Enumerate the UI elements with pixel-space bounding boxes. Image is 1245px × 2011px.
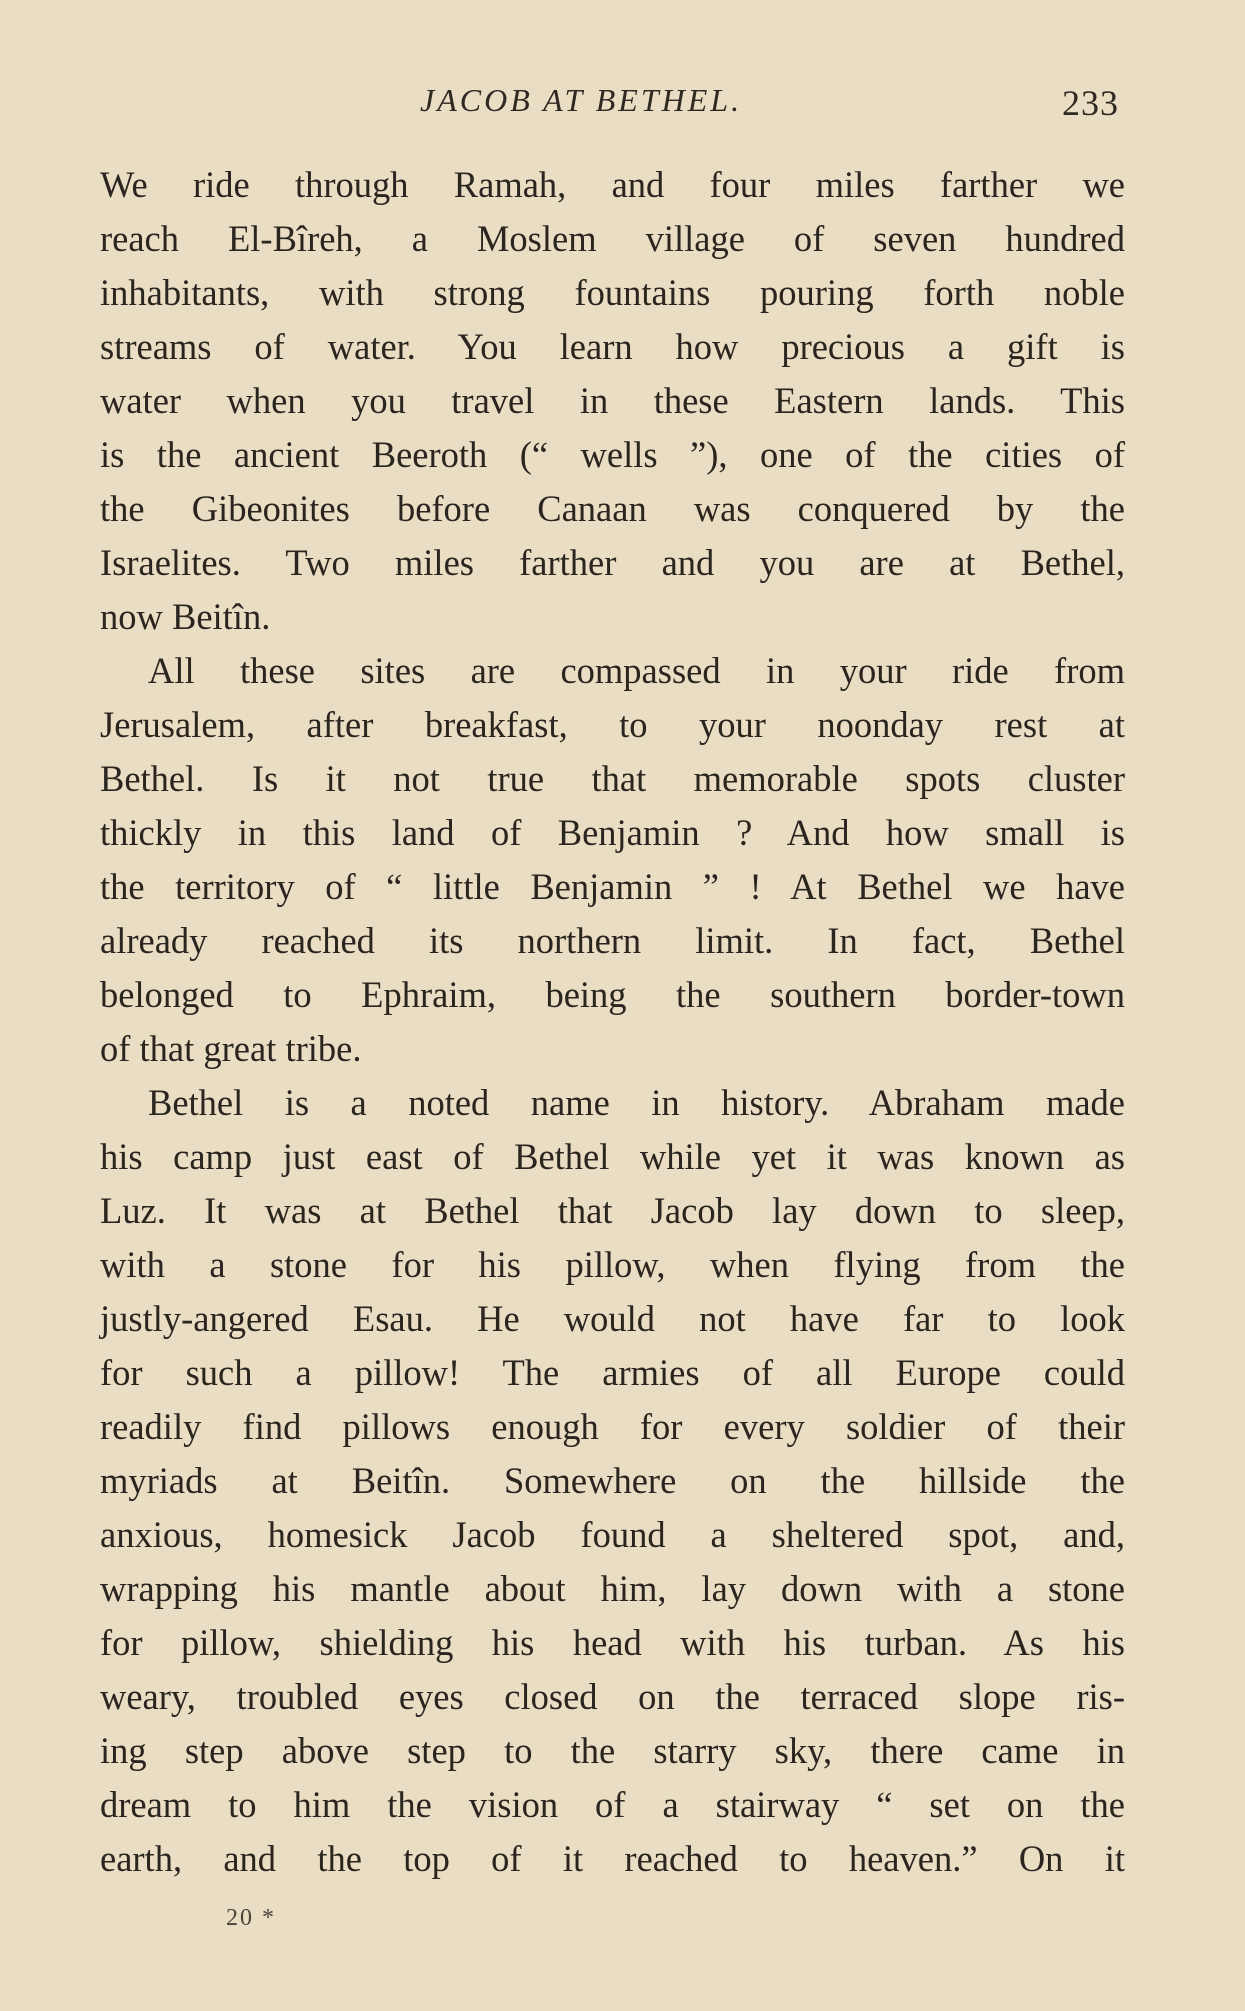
text-line: with a stone for his pillow, when flying from the	[100, 1244, 1125, 1285]
text-line: myriads at Beitîn. Somewhere on the hillside the	[100, 1460, 1125, 1501]
text-line: belonged to Ephraim, being the southern border-town	[100, 974, 1125, 1015]
text-line: dream to him the vision of a stairway “ set on the	[100, 1784, 1125, 1825]
text-line: thickly in this land of Benjamin ? And how small is	[100, 812, 1125, 853]
signature-mark: 20 *	[226, 1905, 276, 1931]
text-line: Luz. It was at Bethel that Jacob lay down to sleep,	[100, 1190, 1125, 1231]
text-line: is the ancient Beeroth (“ wells ”), one of the cities of	[100, 434, 1125, 475]
text-line: Bethel is a noted name in history. Abraham made	[148, 1082, 1125, 1123]
text-line: Bethel. Is it not true that memorable spots cluster	[100, 758, 1125, 799]
text-line: now Beitîn.	[100, 596, 271, 637]
text-line: weary, troubled eyes closed on the terraced slope ris-	[100, 1676, 1125, 1717]
text-line: wrapping his mantle about him, lay down with a stone	[100, 1568, 1125, 1609]
text-line: ing step above step to the starry sky, there came in	[100, 1730, 1125, 1771]
text-line: reach El-Bîreh, a Moslem village of seven hundred	[100, 218, 1125, 259]
text-line: All these sites are compassed in your ride from	[148, 650, 1125, 691]
text-line: for pillow, shielding his head with his turban. As his	[100, 1622, 1125, 1663]
text-line: the territory of “ little Benjamin ” ! At Bethel we have	[100, 866, 1125, 907]
text-line: inhabitants, with strong fountains pouring forth noble	[100, 272, 1125, 313]
text-line: for such a pillow! The armies of all Europe could	[100, 1352, 1125, 1393]
text-line: justly-angered Esau. He would not have far to look	[100, 1298, 1125, 1339]
text-line: anxious, homesick Jacob found a sheltered spot, and,	[100, 1514, 1125, 1555]
text-line: Jerusalem, after breakfast, to your noonday rest at	[100, 704, 1125, 745]
text-line: earth, and the top of it reached to heaven.” On it	[100, 1838, 1125, 1879]
text-line: the Gibeonites before Canaan was conquered by the	[100, 488, 1125, 529]
text-line: streams of water. You learn how precious a gift is	[100, 326, 1125, 367]
text-line: his camp just east of Bethel while yet it was known as	[100, 1136, 1125, 1177]
text-line: of that great tribe.	[100, 1028, 362, 1069]
body-text	[100, 158, 1125, 1886]
running-title: JACOB AT BETHEL.	[420, 82, 743, 118]
text-line: Israelites. Two miles farther and you are at Bethel,	[100, 542, 1125, 583]
text-line: already reached its northern limit. In fact, Bethel	[100, 920, 1125, 961]
running-head	[0, 82, 1245, 126]
text-line: We ride through Ramah, and four miles farther we	[100, 164, 1125, 205]
page-number: 233	[1062, 83, 1119, 123]
text-line: water when you travel in these Eastern lands. This	[100, 380, 1125, 421]
text-line: readily find pillows enough for every soldier of their	[100, 1406, 1125, 1447]
